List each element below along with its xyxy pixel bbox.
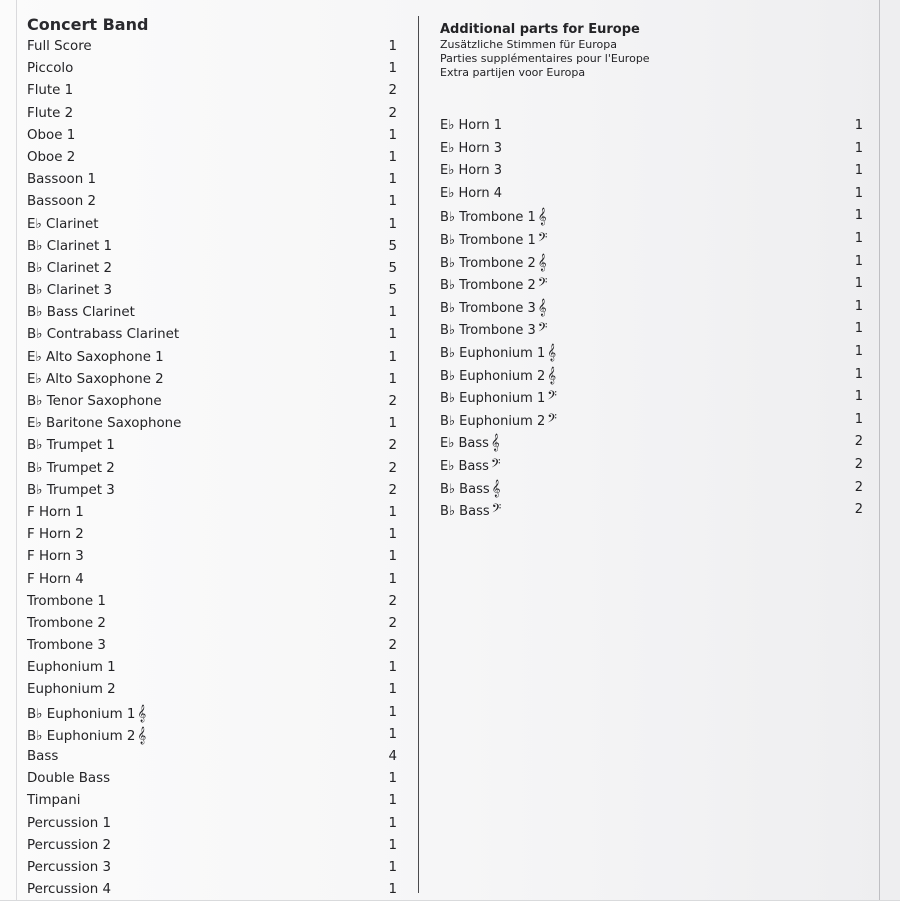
part-name: B♭ Bass Clarinet	[27, 305, 135, 321]
part-name: Oboe 1	[27, 127, 76, 143]
subtitle-german: Zusätzliche Stimmen für Europa	[440, 38, 617, 51]
part-row	[440, 205, 866, 228]
bass-clef-icon: 𝄢	[537, 320, 548, 339]
part-name: Timpani	[27, 793, 81, 809]
part-row	[440, 454, 866, 477]
part-name: B♭ Bass	[440, 481, 490, 497]
treble-clef-icon: 𝄞	[490, 433, 500, 452]
bass-clef-icon: 𝄢	[547, 388, 557, 407]
part-name: B♭ Bass	[440, 504, 490, 520]
treble-clef-icon: 𝄞	[537, 297, 547, 316]
part-quantity: 1	[388, 504, 397, 520]
part-row	[27, 169, 407, 191]
part-name: B♭ Trumpet 1	[27, 438, 115, 454]
part-row	[27, 258, 407, 280]
treble-clef-icon: 𝄞	[137, 725, 147, 744]
part-row	[27, 879, 407, 901]
part-quantity: 1	[854, 389, 863, 405]
part-row	[27, 280, 407, 302]
part-row	[440, 251, 866, 274]
part-name: Euphonium 1	[27, 660, 116, 676]
part-quantity: 2	[388, 638, 397, 654]
part-row	[27, 369, 407, 391]
part-quantity: 1	[854, 230, 863, 246]
part-quantity: 1	[388, 305, 397, 321]
treble-clef-icon: 𝄞	[547, 365, 557, 384]
part-quantity: 1	[388, 682, 397, 698]
part-row	[27, 746, 407, 768]
part-quantity: 1	[388, 39, 397, 54]
bass-clef-icon: 𝄢	[490, 455, 501, 474]
part-row	[27, 613, 407, 635]
part-row	[27, 147, 407, 169]
part-quantity: 2	[388, 438, 397, 454]
part-name: Percussion 2	[27, 837, 112, 853]
part-name: E♭ Horn 1	[440, 118, 502, 133]
part-quantity: 1	[388, 216, 397, 232]
part-row	[27, 435, 407, 457]
part-row	[27, 591, 407, 613]
part-name: B♭ Euphonium 2	[27, 728, 136, 744]
part-row	[27, 58, 407, 80]
part-quantity: 1	[854, 140, 863, 156]
part-name: Trombone 1	[27, 593, 106, 609]
part-quantity: 1	[388, 194, 397, 210]
part-row	[27, 347, 407, 369]
part-quantity: 1	[388, 726, 397, 742]
part-name: E♭ Baritone Saxophone	[27, 416, 182, 432]
part-quantity: 2	[388, 615, 397, 631]
part-quantity: 1	[388, 371, 397, 387]
part-name: Trombone 2	[27, 615, 106, 631]
part-row	[440, 341, 866, 364]
concert-band-title: Concert Band	[27, 15, 149, 34]
part-name: B♭ Trombone 1	[440, 232, 536, 248]
part-row	[440, 160, 866, 183]
part-row	[440, 183, 866, 206]
part-row	[440, 318, 866, 341]
part-name: B♭ Trumpet 2	[27, 460, 115, 476]
part-name: Bassoon 2	[27, 194, 96, 210]
part-name: B♭ Trombone 2	[440, 255, 536, 271]
part-name: Oboe 2	[27, 149, 76, 165]
part-quantity: 2	[854, 456, 863, 472]
part-quantity: 1	[388, 660, 397, 676]
part-quantity: 2	[388, 460, 397, 476]
treble-clef-icon: 𝄞	[491, 478, 501, 497]
part-quantity: 2	[388, 593, 397, 609]
part-quantity: 2	[388, 482, 397, 498]
part-quantity: 2	[388, 83, 397, 99]
part-row	[440, 409, 866, 432]
part-quantity: 1	[388, 859, 397, 875]
part-quantity: 1	[388, 416, 397, 432]
concert-band-parts-list	[27, 36, 407, 901]
concert-band-column	[27, 14, 407, 901]
part-row	[27, 835, 407, 857]
part-row	[27, 679, 407, 701]
part-quantity: 1	[854, 411, 863, 427]
part-row	[440, 364, 866, 387]
part-name: Percussion 4	[27, 882, 112, 898]
part-quantity: 2	[388, 394, 397, 409]
part-row	[27, 324, 407, 346]
part-quantity: 1	[388, 704, 397, 720]
treble-clef-icon: 𝄞	[547, 342, 557, 361]
bass-clef-icon: 𝄢	[491, 501, 502, 520]
part-quantity: 1	[854, 298, 863, 314]
part-row	[440, 431, 866, 454]
part-row	[440, 386, 866, 409]
part-row	[440, 115, 866, 138]
part-quantity: 1	[854, 276, 863, 292]
part-row	[440, 477, 866, 500]
part-row	[27, 702, 407, 724]
part-quantity: 1	[388, 771, 397, 787]
part-quantity: 5	[388, 238, 397, 254]
part-name: Percussion 1	[27, 815, 112, 831]
additional-parts-list	[440, 115, 866, 522]
part-name: F Horn 1	[27, 504, 84, 520]
part-row	[27, 768, 407, 790]
part-quantity: 1	[388, 61, 397, 77]
part-row	[27, 191, 407, 213]
treble-clef-icon: 𝄞	[537, 207, 547, 226]
part-name: Bassoon 1	[27, 172, 96, 188]
part-quantity: 4	[388, 749, 397, 764]
part-row	[440, 273, 866, 296]
page-right-edge	[879, 0, 880, 900]
part-quantity: 1	[388, 527, 397, 543]
treble-clef-icon: 𝄞	[137, 703, 147, 722]
part-name: B♭ Trombone 1	[440, 210, 536, 226]
additional-parts-title: Additional parts for Europe	[440, 22, 640, 37]
part-name: F Horn 3	[27, 549, 84, 565]
part-row	[27, 80, 407, 102]
column-divider	[418, 16, 419, 893]
part-row	[27, 458, 407, 480]
part-row	[27, 790, 407, 812]
part-row	[27, 724, 407, 746]
part-name: B♭ Euphonium 2	[440, 368, 546, 384]
part-quantity: 1	[388, 815, 397, 831]
part-name: E♭ Alto Saxophone 1	[27, 349, 164, 365]
part-quantity: 1	[388, 882, 397, 898]
part-quantity: 1	[388, 127, 397, 143]
part-quantity: 1	[854, 253, 863, 269]
part-name: Percussion 3	[27, 859, 112, 875]
part-name: B♭ Trombone 2	[440, 278, 536, 294]
part-quantity: 1	[388, 149, 397, 165]
part-row	[440, 138, 866, 161]
part-quantity: 1	[854, 343, 863, 359]
part-name: Trombone 3	[27, 638, 106, 654]
part-name: F Horn 4	[27, 571, 84, 587]
part-quantity: 1	[388, 549, 397, 565]
treble-clef-icon: 𝄞	[537, 252, 547, 271]
part-quantity: 2	[854, 434, 863, 450]
part-quantity: 1	[388, 571, 397, 587]
part-row	[27, 125, 407, 147]
part-name: B♭ Euphonium 1	[440, 391, 546, 407]
part-row	[27, 524, 407, 546]
part-row	[27, 391, 407, 413]
part-name: Double Bass	[27, 771, 111, 787]
bass-clef-icon: 𝄢	[537, 229, 548, 248]
part-name: B♭ Clarinet 3	[27, 283, 113, 299]
part-name: B♭ Euphonium 2	[440, 413, 546, 429]
part-name: E♭ Horn 4	[440, 185, 502, 201]
part-name: E♭ Clarinet	[27, 216, 99, 232]
part-row	[440, 296, 866, 319]
subtitle-french: Parties supplémentaires pour l'Europe	[440, 52, 650, 65]
part-quantity: 5	[388, 260, 397, 276]
page-left-edge	[16, 0, 17, 900]
part-row	[440, 499, 866, 522]
additional-parts-column	[440, 22, 866, 520]
part-name: B♭ Clarinet 1	[27, 238, 113, 254]
part-row	[27, 302, 407, 324]
part-name: Piccolo	[27, 61, 74, 77]
part-quantity: 1	[854, 118, 863, 133]
part-name: B♭ Euphonium 1	[27, 706, 136, 722]
bass-clef-icon: 𝄢	[537, 275, 548, 294]
part-quantity: 1	[388, 793, 397, 809]
part-quantity: 1	[854, 321, 863, 337]
part-row	[27, 657, 407, 679]
part-row	[27, 413, 407, 435]
part-name: E♭ Bass	[440, 458, 489, 474]
part-quantity: 5	[388, 283, 397, 299]
part-quantity: 2	[388, 105, 397, 121]
part-quantity: 1	[388, 172, 397, 188]
part-name: Flute 1	[27, 83, 74, 99]
part-row	[27, 502, 407, 524]
part-name: Flute 2	[27, 105, 74, 121]
part-quantity: 1	[388, 327, 397, 343]
part-name: B♭ Contrabass Clarinet	[27, 327, 180, 343]
part-quantity: 1	[854, 208, 863, 224]
subtitle-dutch: Extra partijen voor Europa	[440, 66, 586, 79]
part-name: F Horn 2	[27, 527, 84, 543]
part-row	[27, 546, 407, 568]
part-row	[27, 635, 407, 657]
part-quantity: 2	[854, 502, 863, 518]
part-name: Euphonium 2	[27, 682, 116, 698]
part-row	[440, 228, 866, 251]
part-row	[27, 214, 407, 236]
part-row	[27, 480, 407, 502]
part-row	[27, 236, 407, 258]
part-name: B♭ Trombone 3	[440, 323, 536, 339]
part-name: B♭ Clarinet 2	[27, 260, 113, 276]
part-name: Bass	[27, 749, 59, 764]
part-name: B♭ Euphonium 1	[440, 345, 546, 361]
part-name: E♭ Alto Saxophone 2	[27, 371, 164, 387]
part-row	[27, 857, 407, 879]
part-name: Full Score	[27, 39, 92, 54]
part-name: E♭ Bass	[440, 436, 489, 452]
part-name: B♭ Tenor Saxophone	[27, 394, 162, 409]
part-name: E♭ Horn 3	[440, 140, 502, 156]
part-name: B♭ Trumpet 3	[27, 482, 115, 498]
bass-clef-icon: 𝄢	[547, 410, 557, 429]
part-quantity: 2	[854, 479, 863, 495]
part-quantity: 1	[854, 185, 863, 201]
part-row	[27, 569, 407, 591]
part-row	[27, 813, 407, 835]
part-quantity: 1	[388, 837, 397, 853]
part-name: E♭ Horn 3	[440, 163, 502, 179]
part-name: B♭ Trombone 3	[440, 300, 536, 316]
part-row	[27, 36, 407, 58]
part-quantity: 1	[854, 366, 863, 382]
part-quantity: 1	[854, 163, 863, 179]
part-quantity: 1	[388, 349, 397, 365]
part-row	[27, 103, 407, 125]
